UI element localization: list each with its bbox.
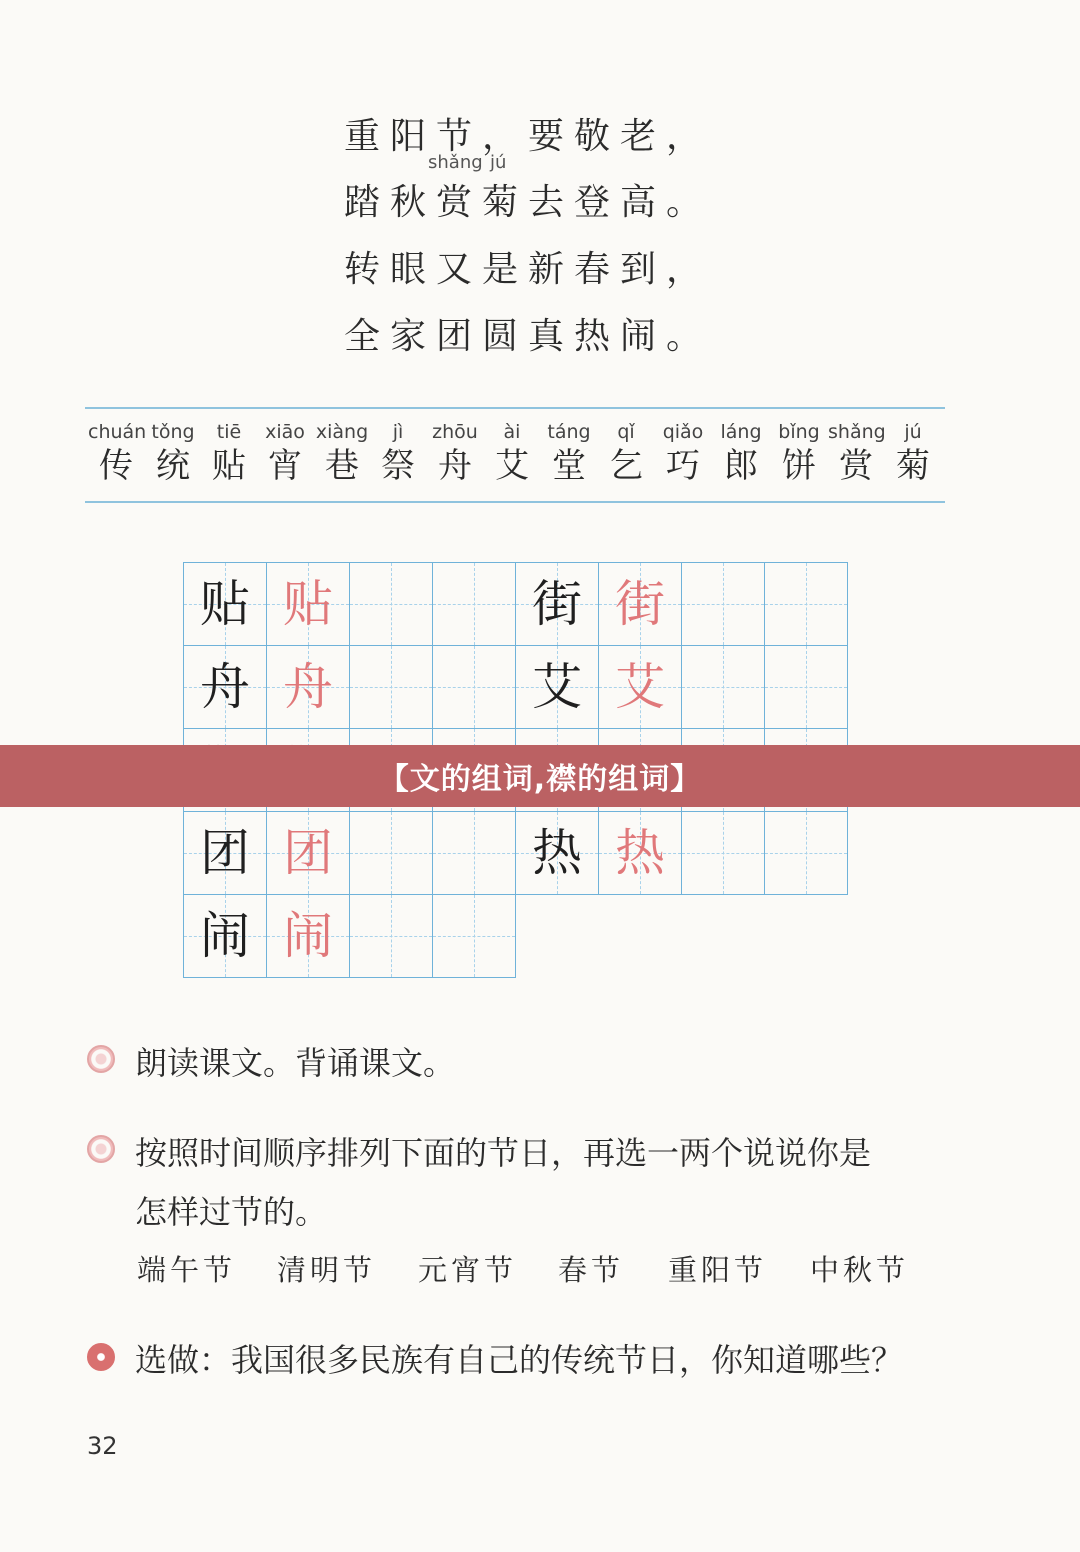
char-pinyin: xiāo xyxy=(265,421,305,443)
grid-cell xyxy=(764,562,848,646)
model-char: 团 xyxy=(200,824,250,882)
trace-char: 贴 xyxy=(283,575,333,633)
grid-cell xyxy=(432,562,516,646)
char-item xyxy=(370,419,426,487)
char-item xyxy=(828,419,884,487)
trace-char: 热 xyxy=(615,824,665,882)
char-item xyxy=(314,419,370,487)
model-char: 贴 xyxy=(200,575,250,633)
grid-cell xyxy=(266,562,350,646)
grid-cell xyxy=(432,811,516,895)
char-hanzi: 堂 xyxy=(552,446,586,486)
char-pinyin: chuán xyxy=(88,421,147,443)
poem-pinyin-shang: shǎng xyxy=(428,152,483,173)
grid-cell xyxy=(432,645,516,729)
model-char: 热 xyxy=(532,824,582,882)
banner-title: 【文的组词,襟的组词】 xyxy=(378,762,702,797)
grid-cell xyxy=(681,562,765,646)
grid-cell xyxy=(598,811,682,895)
grid-cell xyxy=(598,562,682,646)
char-pinyin: xiàng xyxy=(315,421,369,443)
char-item xyxy=(541,419,597,487)
char-pinyin: jú xyxy=(904,421,922,443)
char-item xyxy=(655,419,711,487)
grid-cell xyxy=(183,645,267,729)
grid-cell xyxy=(349,562,433,646)
exercise-optional-icon xyxy=(87,1343,115,1371)
char-pinyin: qǐ xyxy=(617,421,635,443)
char-hanzi: 宵 xyxy=(268,446,302,486)
char-item xyxy=(713,419,769,487)
trace-char: 团 xyxy=(283,824,333,882)
exercise-2-text: 按照时间顺序排列下面的节日，再选一两个说说你是 xyxy=(135,1134,872,1172)
model-char: 街 xyxy=(532,575,582,633)
grid-cell xyxy=(515,811,599,895)
new-characters-band xyxy=(85,407,945,503)
grid-cell xyxy=(183,562,267,646)
model-char: 闹 xyxy=(200,907,250,965)
poem-line: 全家团圆真热闹。 xyxy=(344,316,713,357)
char-hanzi: 乞 xyxy=(609,446,643,486)
grid-cell xyxy=(183,811,267,895)
grid-cell xyxy=(598,645,682,729)
model-char: 舟 xyxy=(200,658,250,716)
char-item xyxy=(201,419,257,487)
char-pinyin: táng xyxy=(547,421,591,443)
trace-char: 闹 xyxy=(283,907,333,965)
char-pinyin: zhōu xyxy=(432,421,478,443)
char-pinyin: shǎng xyxy=(828,421,886,443)
char-hanzi: 传 xyxy=(99,446,133,486)
festival-item: 端午节 xyxy=(137,1253,237,1287)
char-pinyin: jì xyxy=(392,421,404,443)
char-pinyin: tiē xyxy=(216,421,242,443)
grid-cell xyxy=(349,894,433,978)
char-item xyxy=(145,419,201,487)
grid-cell xyxy=(764,645,848,729)
char-pinyin: ài xyxy=(503,421,521,443)
char-item xyxy=(257,419,313,487)
poem-line: 踏秋赏菊去登高。 xyxy=(344,182,713,223)
exercise-bullet-icon xyxy=(87,1045,115,1073)
grid-cell xyxy=(266,894,350,978)
festival-item: 清明节 xyxy=(277,1253,377,1287)
char-pinyin: qiǎo xyxy=(662,421,704,443)
char-hanzi: 艾 xyxy=(495,446,529,486)
grid-cell xyxy=(515,645,599,729)
exercise-1-text: 朗读课文。背诵课文。 xyxy=(135,1044,456,1082)
grid-cell xyxy=(266,811,350,895)
char-hanzi: 郎 xyxy=(724,446,758,486)
char-item xyxy=(427,419,483,487)
festival-item: 重阳节 xyxy=(668,1253,768,1287)
exercise-2-text-cont: 怎样过节的。 xyxy=(135,1193,328,1231)
trace-char: 舟 xyxy=(283,658,333,716)
model-char: 艾 xyxy=(532,658,582,716)
grid-cell xyxy=(764,811,848,895)
char-hanzi: 统 xyxy=(156,446,190,486)
char-pinyin: tǒng xyxy=(151,421,195,443)
festival-item: 春节 xyxy=(558,1253,625,1287)
exercise-bullet-icon xyxy=(87,1135,115,1163)
char-hanzi: 赏 xyxy=(839,446,873,486)
grid-cell xyxy=(432,894,516,978)
new-characters-row xyxy=(85,419,945,499)
trace-char: 街 xyxy=(615,575,665,633)
grid-cell xyxy=(349,645,433,729)
festival-item: 中秋节 xyxy=(810,1253,910,1287)
title-banner xyxy=(0,745,1080,807)
char-hanzi: 巧 xyxy=(666,446,700,486)
char-pinyin: bǐng xyxy=(778,421,820,443)
page-number: 32 xyxy=(87,1432,118,1460)
poem-line: 转眼又是新春到， xyxy=(344,249,713,290)
grid-cell xyxy=(515,562,599,646)
exercise-3-text: 选做：我国很多民族有自己的传统节日，你知道哪些？ xyxy=(135,1341,904,1379)
grid-cell xyxy=(266,645,350,729)
trace-char: 艾 xyxy=(615,658,665,716)
char-item xyxy=(885,419,941,487)
char-item xyxy=(484,419,540,487)
char-item xyxy=(598,419,654,487)
char-hanzi: 菊 xyxy=(896,446,930,486)
char-hanzi: 舟 xyxy=(438,446,472,486)
char-pinyin: láng xyxy=(720,421,762,443)
char-item xyxy=(88,419,147,487)
grid-cell xyxy=(349,811,433,895)
poem-line: 重阳节，要敬老， xyxy=(344,116,713,157)
char-hanzi: 饼 xyxy=(782,446,816,486)
grid-cell xyxy=(681,811,765,895)
char-hanzi: 祭 xyxy=(381,446,415,486)
poem-pinyin-ju: jú xyxy=(490,152,507,173)
festival-item: 元宵节 xyxy=(418,1253,518,1287)
grid-cell xyxy=(183,894,267,978)
char-item xyxy=(771,419,827,487)
char-hanzi: 巷 xyxy=(325,446,359,486)
char-hanzi: 贴 xyxy=(212,446,246,486)
grid-cell xyxy=(681,645,765,729)
